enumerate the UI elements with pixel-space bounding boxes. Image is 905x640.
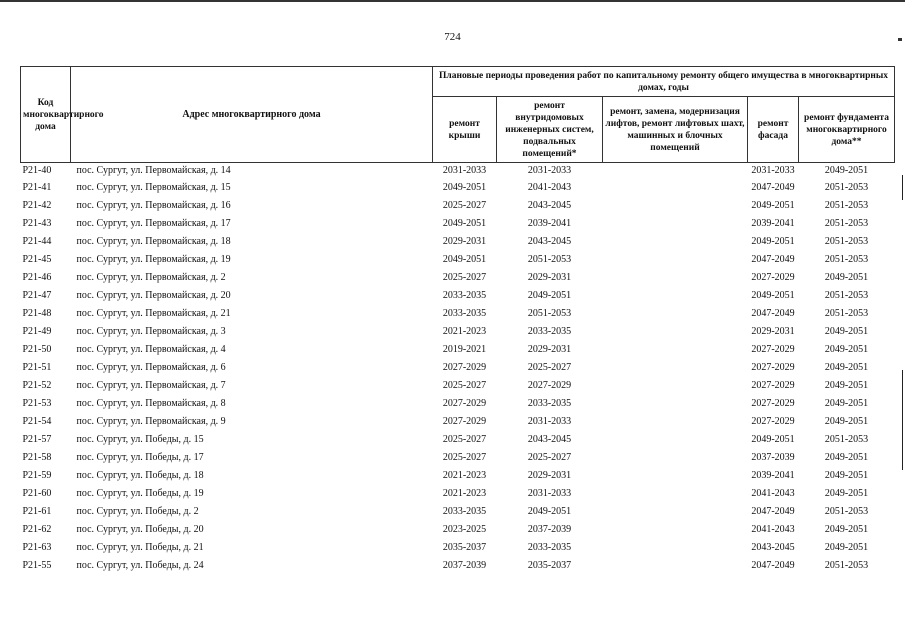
cell-systems: 2029-2031 — [527, 271, 572, 283]
cell-code: P21-47 — [22, 289, 52, 301]
cell-lifts — [603, 412, 748, 430]
table-row — [21, 178, 895, 196]
cell-lifts — [603, 304, 748, 322]
cell-code: P21-50 — [22, 343, 52, 355]
cell-lifts — [603, 484, 748, 502]
cell-systems: 2037-2039 — [527, 523, 572, 535]
header-roof: ремонт крыши — [433, 97, 497, 163]
right-edge-line — [902, 175, 903, 200]
cell-roof: 2035-2037 — [442, 541, 487, 553]
cell-foundation: 2049-2051 — [824, 343, 869, 355]
cell-facade: 2047-2049 — [751, 307, 795, 319]
cell-code: P21-43 — [22, 217, 52, 229]
cell-code: P21-60 — [22, 487, 52, 499]
cell-systems: 2049-2051 — [527, 289, 572, 301]
cell-code: P21-45 — [22, 253, 52, 265]
cell-facade: 2027-2029 — [751, 397, 795, 409]
table-row — [21, 322, 895, 340]
cell-facade: 2047-2049 — [751, 253, 795, 265]
cell-address: пос. Сургут, ул. Первомайская, д. 14 — [76, 165, 231, 176]
cell-foundation: 2051-2053 — [824, 307, 869, 319]
cell-systems: 2051-2053 — [527, 307, 572, 319]
cell-code: P21-63 — [22, 541, 52, 553]
cell-address: пос. Сургут, ул. Первомайская, д. 15 — [76, 181, 231, 193]
cell-lifts — [603, 502, 748, 520]
cell-systems: 2039-2041 — [527, 217, 572, 229]
cell-facade: 2037-2039 — [751, 451, 795, 463]
table-row — [21, 502, 895, 520]
cell-facade: 2047-2049 — [751, 181, 795, 193]
table-body — [21, 163, 895, 575]
header-planned-periods: Плановые периоды проведения работ по капитальному ремонту общего имущества в многоквартирных домах, годы — [433, 67, 895, 97]
cell-lifts — [603, 196, 748, 214]
cell-facade: 2039-2041 — [751, 217, 795, 229]
cell-systems: 2029-2031 — [527, 343, 572, 355]
cell-foundation: 2051-2053 — [824, 289, 869, 301]
cell-systems: 2041-2043 — [527, 181, 572, 193]
cell-foundation: 2049-2051 — [824, 487, 869, 499]
cell-foundation: 2051-2053 — [824, 217, 869, 229]
table-row — [21, 214, 895, 232]
cell-facade: 2049-2051 — [751, 433, 795, 445]
cell-code: P21-61 — [22, 505, 52, 517]
cell-code: P21-46 — [22, 271, 52, 283]
cell-facade: 2049-2051 — [751, 199, 795, 211]
top-rule — [0, 0, 905, 2]
cell-systems: 2043-2045 — [527, 433, 572, 445]
cell-address: пос. Сургут, ул. Победы, д. 18 — [76, 469, 204, 481]
cell-code: P21-53 — [22, 397, 52, 409]
table-row — [21, 250, 895, 268]
table-row — [21, 268, 895, 286]
cell-roof: 2031-2033 — [442, 165, 487, 176]
cell-roof: 2029-2031 — [442, 235, 487, 247]
cell-address: пос. Сургут, ул. Первомайская, д. 20 — [76, 289, 231, 301]
cell-foundation: 2051-2053 — [824, 505, 869, 517]
cell-foundation: 2049-2051 — [824, 271, 869, 283]
cell-lifts — [603, 448, 748, 466]
cell-foundation: 2049-2051 — [824, 361, 869, 373]
cell-facade: 2027-2029 — [751, 361, 795, 373]
cell-facade: 2049-2051 — [751, 235, 795, 247]
cell-lifts — [603, 340, 748, 358]
cell-foundation: 2051-2053 — [824, 253, 869, 265]
cell-code: P21-40 — [22, 165, 52, 176]
cell-foundation: 2049-2051 — [824, 469, 869, 481]
cell-facade: 2047-2049 — [751, 559, 795, 571]
cell-address: пос. Сургут, ул. Первомайская, д. 6 — [76, 361, 226, 373]
cell-code: P21-62 — [22, 523, 52, 535]
cell-foundation: 2049-2051 — [824, 165, 869, 176]
table-row — [21, 394, 895, 412]
cell-foundation: 2049-2051 — [824, 451, 869, 463]
cell-foundation: 2051-2053 — [824, 235, 869, 247]
cell-roof: 2037-2039 — [442, 559, 487, 571]
cell-systems: 2033-2035 — [527, 397, 572, 409]
cell-code: P21-58 — [22, 451, 52, 463]
cell-address: пос. Сургут, ул. Первомайская, д. 19 — [76, 253, 231, 265]
cell-systems: 2027-2029 — [527, 379, 572, 391]
cell-systems: 2035-2037 — [527, 559, 572, 571]
cell-foundation: 2049-2051 — [824, 325, 869, 337]
cell-address: пос. Сургут, ул. Победы, д. 2 — [76, 505, 199, 517]
table-row — [21, 430, 895, 448]
cell-address: пос. Сургут, ул. Первомайская, д. 8 — [76, 397, 226, 409]
cell-facade: 2027-2029 — [751, 379, 795, 391]
cell-lifts — [603, 466, 748, 484]
cell-systems: 2025-2027 — [527, 451, 572, 463]
cell-systems: 2049-2051 — [527, 505, 572, 517]
header-code: Код многоквартирного дома — [21, 67, 71, 163]
cell-address: пос. Сургут, ул. Победы, д. 21 — [76, 541, 204, 553]
cell-roof: 2025-2027 — [442, 271, 487, 283]
cell-facade: 2039-2041 — [751, 469, 795, 481]
cell-lifts — [603, 214, 748, 232]
cell-facade: 2027-2029 — [751, 415, 795, 427]
table-row — [21, 412, 895, 430]
cell-roof: 2025-2027 — [442, 379, 487, 391]
cell-foundation: 2049-2051 — [824, 379, 869, 391]
cell-lifts — [603, 250, 748, 268]
cell-address: пос. Сургут, ул. Победы, д. 19 — [76, 487, 204, 499]
cell-lifts — [603, 232, 748, 250]
cell-lifts — [603, 394, 748, 412]
cell-address: пос. Сургут, ул. Первомайская, д. 9 — [76, 415, 226, 427]
header-foundation: ремонт фундамента многоквартирного дома** — [799, 97, 895, 163]
capital-repair-table — [20, 66, 895, 574]
table-row — [21, 196, 895, 214]
header-lifts: ремонт, замена, модернизация лифтов, ремонт лифтовых шахт, машинных и блочных помещений — [603, 97, 748, 163]
cell-address: пос. Сургут, ул. Победы, д. 24 — [76, 559, 204, 571]
cell-facade: 2047-2049 — [751, 505, 795, 517]
cell-lifts — [603, 322, 748, 340]
cell-lifts — [603, 163, 748, 179]
cell-address: пос. Сургут, ул. Первомайская, д. 21 — [76, 307, 231, 319]
table-row — [21, 538, 895, 556]
cell-code: P21-48 — [22, 307, 52, 319]
cell-roof: 2025-2027 — [442, 199, 487, 211]
cell-foundation: 2049-2051 — [824, 397, 869, 409]
table-row — [21, 304, 895, 322]
cell-systems: 2031-2033 — [527, 487, 572, 499]
table-row — [21, 448, 895, 466]
cell-roof: 2021-2023 — [442, 487, 487, 499]
cell-systems: 2043-2045 — [527, 235, 572, 247]
cell-lifts — [603, 538, 748, 556]
cell-address: пос. Сургут, ул. Первомайская, д. 17 — [76, 217, 231, 229]
cell-roof: 2027-2029 — [442, 415, 487, 427]
cell-roof: 2049-2051 — [442, 217, 487, 229]
cell-code: P21-41 — [22, 181, 52, 193]
cell-lifts — [603, 520, 748, 538]
table-row — [21, 232, 895, 250]
cell-code: P21-42 — [22, 199, 52, 211]
cell-facade: 2041-2043 — [751, 523, 795, 535]
cell-address: пос. Сургут, ул. Первомайская, д. 18 — [76, 235, 231, 247]
cell-systems: 2033-2035 — [527, 325, 572, 337]
cell-lifts — [603, 376, 748, 394]
cell-address: пос. Сургут, ул. Победы, д. 17 — [76, 451, 204, 463]
cell-systems: 2031-2033 — [527, 165, 572, 176]
cell-lifts — [603, 268, 748, 286]
cell-foundation: 2051-2053 — [824, 559, 869, 571]
cell-lifts — [603, 358, 748, 376]
cell-roof: 2033-2035 — [442, 505, 487, 517]
cell-foundation: 2049-2051 — [824, 415, 869, 427]
table-row — [21, 163, 895, 179]
cell-foundation: 2049-2051 — [824, 523, 869, 535]
header-facade: ремонт фасада — [748, 97, 799, 163]
cell-address: пос. Сургут, ул. Первомайская, д. 16 — [76, 199, 231, 211]
cell-systems: 2033-2035 — [527, 541, 572, 553]
cell-lifts — [603, 430, 748, 448]
cell-facade: 2049-2051 — [751, 289, 795, 301]
cell-code: P21-59 — [22, 469, 52, 481]
cell-roof: 2023-2025 — [442, 523, 487, 535]
table-row — [21, 286, 895, 304]
header-address: Адрес многоквартирного дома — [71, 67, 433, 163]
cell-foundation: 2051-2053 — [824, 433, 869, 445]
cell-address: пос. Сургут, ул. Первомайская, д. 4 — [76, 343, 226, 355]
cell-roof: 2027-2029 — [442, 361, 487, 373]
cell-foundation: 2051-2053 — [824, 199, 869, 211]
cell-facade: 2043-2045 — [751, 541, 795, 553]
cell-roof: 2019-2021 — [442, 343, 487, 355]
cell-roof: 2027-2029 — [442, 397, 487, 409]
table-row — [21, 466, 895, 484]
cell-foundation: 2049-2051 — [824, 541, 869, 553]
cell-systems: 2031-2033 — [527, 415, 572, 427]
cell-roof: 2033-2035 — [442, 289, 487, 301]
table-row — [21, 556, 895, 574]
cell-facade: 2031-2033 — [751, 165, 795, 176]
cell-systems: 2025-2027 — [527, 361, 572, 373]
cell-foundation: 2051-2053 — [824, 181, 869, 193]
cell-address: пос. Сургут, ул. Первомайская, д. 2 — [76, 271, 226, 283]
cell-address: пос. Сургут, ул. Победы, д. 20 — [76, 523, 204, 535]
cell-roof: 2025-2027 — [442, 433, 487, 445]
table-row — [21, 358, 895, 376]
cell-address: пос. Сургут, ул. Победы, д. 15 — [76, 433, 204, 445]
cell-lifts — [603, 178, 748, 196]
table-row — [21, 340, 895, 358]
cell-facade: 2029-2031 — [751, 325, 795, 337]
cell-code: P21-51 — [22, 361, 52, 373]
cell-code: P21-44 — [22, 235, 52, 247]
table-row — [21, 520, 895, 538]
document-page — [20, 66, 894, 574]
cell-roof: 2033-2035 — [442, 307, 487, 319]
header-systems: ремонт внутридомовых инженерных систем, подвальных помещений* — [497, 97, 603, 163]
cell-systems: 2043-2045 — [527, 199, 572, 211]
cell-roof: 2049-2051 — [442, 253, 487, 265]
cell-roof: 2049-2051 — [442, 181, 487, 193]
cell-roof: 2021-2023 — [442, 469, 487, 481]
cell-roof: 2025-2027 — [442, 451, 487, 463]
cell-address: пос. Сургут, ул. Первомайская, д. 3 — [76, 325, 226, 337]
cell-code: P21-57 — [22, 433, 52, 445]
table-row — [21, 484, 895, 502]
cell-systems: 2029-2031 — [527, 469, 572, 481]
cell-address: пос. Сургут, ул. Первомайская, д. 7 — [76, 379, 226, 391]
table-row — [21, 376, 895, 394]
cell-code: P21-54 — [22, 415, 52, 427]
cell-facade: 2041-2043 — [751, 487, 795, 499]
cell-roof: 2021-2023 — [442, 325, 487, 337]
cell-code: P21-49 — [22, 325, 52, 337]
cell-code: P21-52 — [22, 379, 52, 391]
cell-lifts — [603, 286, 748, 304]
right-edge-line — [902, 370, 903, 470]
page-number: 724 — [444, 31, 461, 43]
cell-facade: 2027-2029 — [751, 271, 795, 283]
cell-systems: 2051-2053 — [527, 253, 572, 265]
cell-lifts — [603, 556, 748, 574]
cell-code: P21-55 — [22, 559, 52, 571]
cell-facade: 2027-2029 — [751, 343, 795, 355]
